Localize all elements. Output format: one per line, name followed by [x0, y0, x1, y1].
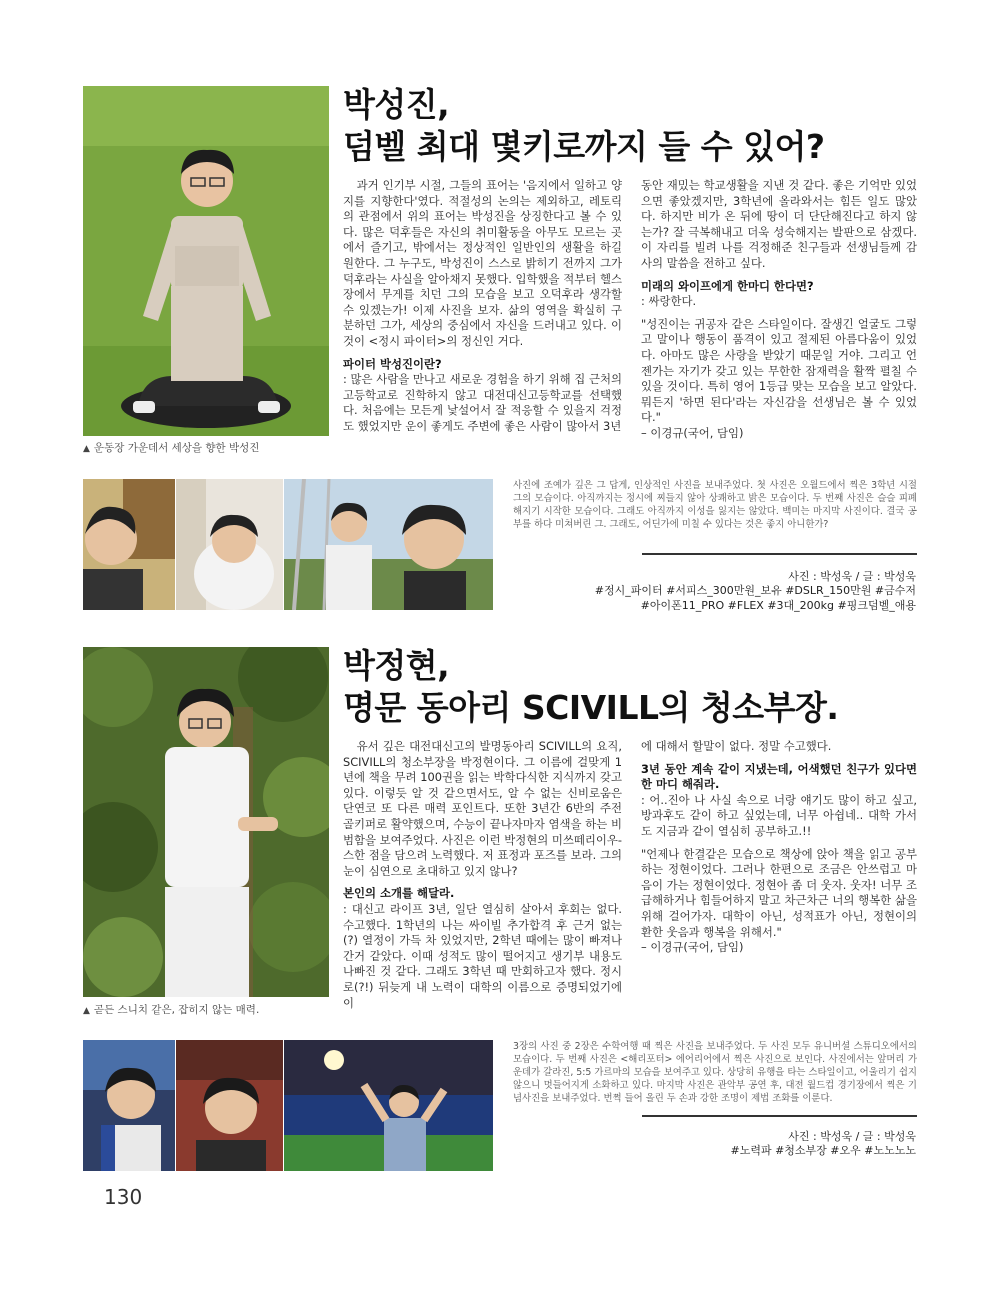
article-column-left: [343, 178, 622, 435]
article-intro: 과거 인기부 시절, 그들의 표어는 '음지에서 일하고 양지를 지향한다'였다. 적절성의 논의는 제외하고, 레토릭의 관점에서 위의 표어는 박성진을 상징한다고 볼 수 있다. 많은 덕후들은 자신의 취미활동을 아무도 모르는 곳에서 즐기고, 밖에서는 정상적인 일반인의 생활을 하길 원한다. 그 누구도, 박성진이 스스로 밝히기 전까지 그가 덕후라는 사실을 알아채지 못했다. 입학했을 적부터 헬스장에서 무게를 치던 그의 모습을 보고 오덕후라 생각할 수 있겠는가! 이제 사진을 보자. 삶의 영역을 확실히 구분하던 그가, 세상의 중심에서 자신을 드러내고 있다. 이것이 <정시 파이터>의 정신인 거다.: [343, 178, 622, 348]
title-line-name: 박정현,: [343, 646, 450, 685]
article-intro: 유서 깊은 대전대신고의 발명동아리 SCIVILL의 요직, SCIVILL의 청소부장을 박정현이다. 그 이름에 걸맞게 1년에 책을 무려 100권을 읽는 박학다식한 지식까지 갖고 있다. 이렇듯 알 것 같으면서도, 알 수 없는 신비로움은 단연코 또 다른 매력 포인트다. 또한 3년간 6반의 주전 골키퍼로 활약했으며, 수능이 끝나자마자 염색을 하는 비범함을 보여주었다. 사진은 이런 박정현의 미쓰떼리이우-스한 점을 담으려 노력했다. 저 표정과 포즈를 보라. 그의 눈이 심연으로 초대하고 있지 않나?: [343, 739, 622, 878]
photo-credit: 사진 : 박성욱 / 글 : 박성욱: [788, 570, 916, 583]
photo-description: 사진에 조예가 깊은 그 답게, 인상적인 사진을 보내주었다. 첫 사진은 오월드에서 찍은 3학년 시절 그의 모습이다. 아직까지는 정시에 찌들지 않아 상쾌하고 밝은 모습이다. 두 번째 사진은 슬슬 피폐해지기 시작한 모습이다. 그래도 아직까지 이성을 잃지는 않았다. 백미는 마지막 사진이다. 결국 공부를 하다 미쳐버린 그. 그래도, 어딘가에 미칠 수 있다는 것은 좋지 아니한가?: [513, 480, 917, 530]
title-line-headline: 덤벨 최대 몇키로까지 들 수 있어?: [343, 127, 825, 166]
divider: [642, 553, 917, 555]
hashtag-line: #아이폰11_PRO #FLEX #3대_200kg #핑크덤벨_애용: [640, 599, 916, 612]
article-continued: 에 대해서 할말이 없다. 정말 수고했다.: [641, 739, 832, 753]
page-title: [343, 645, 838, 729]
title-line-name: 박성진,: [343, 85, 450, 124]
divider: [642, 1115, 917, 1117]
interview-question: 미래의 와이프에게 한마디 한다면?: [641, 278, 814, 293]
hashtags: [595, 583, 916, 613]
interview-answer: : 대신고 라이프 3년, 일단 열심히 살아서 후회는 없다. 수고했다. 1학년의 나는 싸이빌 추가합격 후 근거 없는(?) 열정이 가득 차 있었지만, 2학년 때에는 많이 빠져나간거 같았다. 이때 성적도 많이 떨어지고 생기부 내용도 나빠진 것 같다. 그래도 3학년 때 만회하고자 했다. 정시로(?!) 뒤늦게 내 노력이 대학의 이름으로 증명되었기에 이: [343, 901, 622, 1010]
thumbnail-photo: [284, 479, 493, 610]
teacher-quote: "성진이는 귀공자 같은 스타일이다. 잘생긴 얼굴도 그렇고 말이나 행동이 품격이 있고 절제된 아름다움이 있었다. 아마도 많은 사랑을 받았기 때문일 거야. 그리고 언젠가는 자기가 갖고 있는 무한한 잠재력을 활짝 펼칠 수 있을 것이다. 특히 영어 1등급 맞는 모습을 보고 알았다. 뭐든지 '하면 된다'라는 자신감을 선생님은 볼 수 있었다.": [641, 316, 917, 425]
photo-caption: ▲ 운동장 가운데서 세상을 향한 박성진: [83, 442, 260, 454]
article-column-right: [641, 739, 917, 956]
interview-answer: : 어..진아 나 사실 속으로 너랑 얘기도 많이 하고 싶고, 방과후도 같이 하고 싶었는데, 너무 아쉽네.. 대학 가서도 지금과 같이 열심히 공부하고.!!: [641, 792, 917, 838]
hashtag-line: #노력파 #청소부장 #오우 #노노노노: [730, 1144, 916, 1157]
triangle-icon: ▲: [83, 1006, 90, 1016]
article-column-left: [343, 739, 622, 1011]
main-photo-park-jeonghyeon: [83, 647, 329, 997]
article-continued: 동안 재밌는 학교생활을 지낸 것 같다. 좋은 기억만 있었으면 좋았겠지만, 3학년에 올라와서는 힘든 일도 많았다. 하지만 비가 온 뒤에 땅이 더 단단해진다고 하지 않는가? 잘 극복해내고 더욱 성숙해지는 발판으로 삼겠다. 이 자리를 빌려 나를 걱정해준 친구들과 선생님들께 감사의 말씀을 전하고 싶다.: [641, 178, 917, 270]
interview-answer: : 많은 사람을 만나고 새로운 경험을 하기 위해 집 근처의 고등학교로 진학하지 않고 대전대신고등학교를 선택했다. 처음에는 모든게 낯설어서 잘 적응할 수 있을지 걱정도 했었지만 운이 좋게도 주변에 좋은 사람이 많아서 3년: [343, 372, 622, 433]
quote-attribution: – 이경규(국어, 담임): [641, 940, 744, 955]
thumbnail-photo: [83, 479, 175, 610]
interview-question: 본인의 소개를 해달라.: [343, 886, 455, 901]
interview-question: 파이터 박성진이란?: [343, 356, 442, 371]
article-column-right: [641, 178, 917, 442]
photo-credit: 사진 : 박성욱 / 글 : 박성욱: [788, 1130, 916, 1143]
thumbnail-photo: [176, 1040, 283, 1171]
hashtag-line: #정시_파이터 #서피스_300만원_보유 #DSLR_150만원 #금수저: [594, 584, 916, 597]
photo-caption: ▲ 곧든 스니치 같은, 잡히지 않는 매력.: [83, 1004, 260, 1016]
teacher-quote: "언제나 한결같은 모습으로 책상에 앉아 책을 읽고 공부하는 정현이었다. 그러나 한편으로 조금은 안쓰럽고 마음이 가는 정현이었다. 정현아 좀 더 웃자. 웃자! 너무 조급해하거나 힘들어하지 말고 차근차근 너의 행복한 삶을 위해 걸어가자. 대학이 아닌, 성적표가 아닌, 정현이의 환한 웃음과 행복을 위해서.": [641, 846, 917, 939]
interview-question: 3년 동안 계속 같이 지냈는데, 어색했던 친구가 있다면 한 마디 해줘라.: [641, 761, 917, 792]
quote-attribution: – 이경규(국어, 담임): [641, 425, 744, 440]
page-title: [343, 84, 825, 168]
page-number: 130: [104, 1185, 143, 1209]
hashtags: [731, 1143, 917, 1158]
title-line-headline: 명문 동아리 SCIVILL의 청소부장.: [343, 688, 839, 727]
main-photo-park-seongjin: [83, 86, 329, 436]
interview-answer: : 싸랑한다.: [641, 294, 697, 309]
thumbnail-photo: [83, 1040, 175, 1171]
thumbnail-photo: [284, 1040, 493, 1171]
photo-description: 3장의 사진 중 2장은 수학여행 때 찍은 사진을 보내주었다. 두 사진 모두 유니버셜 스튜디오에서의 모습이다. 두 번째 사진은 <해리포터> 에어리어에서 찍은 사진으로 보인다. 사진에서는 앞머리 가운데가 갈라진, 5:5 가르마의 모습을 보여주고 있다. 상당히 유행을 타는 스타일이고, 어울리기 쉽지 않으니 멋들어지게 소화하고 있다. 마지막 사진은 관악부 공연 후, 대전 월드컵 경기장에서 찍은 기념사진을 보내주었다. 번쩍 들어 올린 두 손과 강한 조명이 제법 조화를 이룬다.: [513, 1041, 917, 1104]
thumbnail-photo: [176, 479, 283, 610]
triangle-icon: ▲: [83, 444, 90, 454]
